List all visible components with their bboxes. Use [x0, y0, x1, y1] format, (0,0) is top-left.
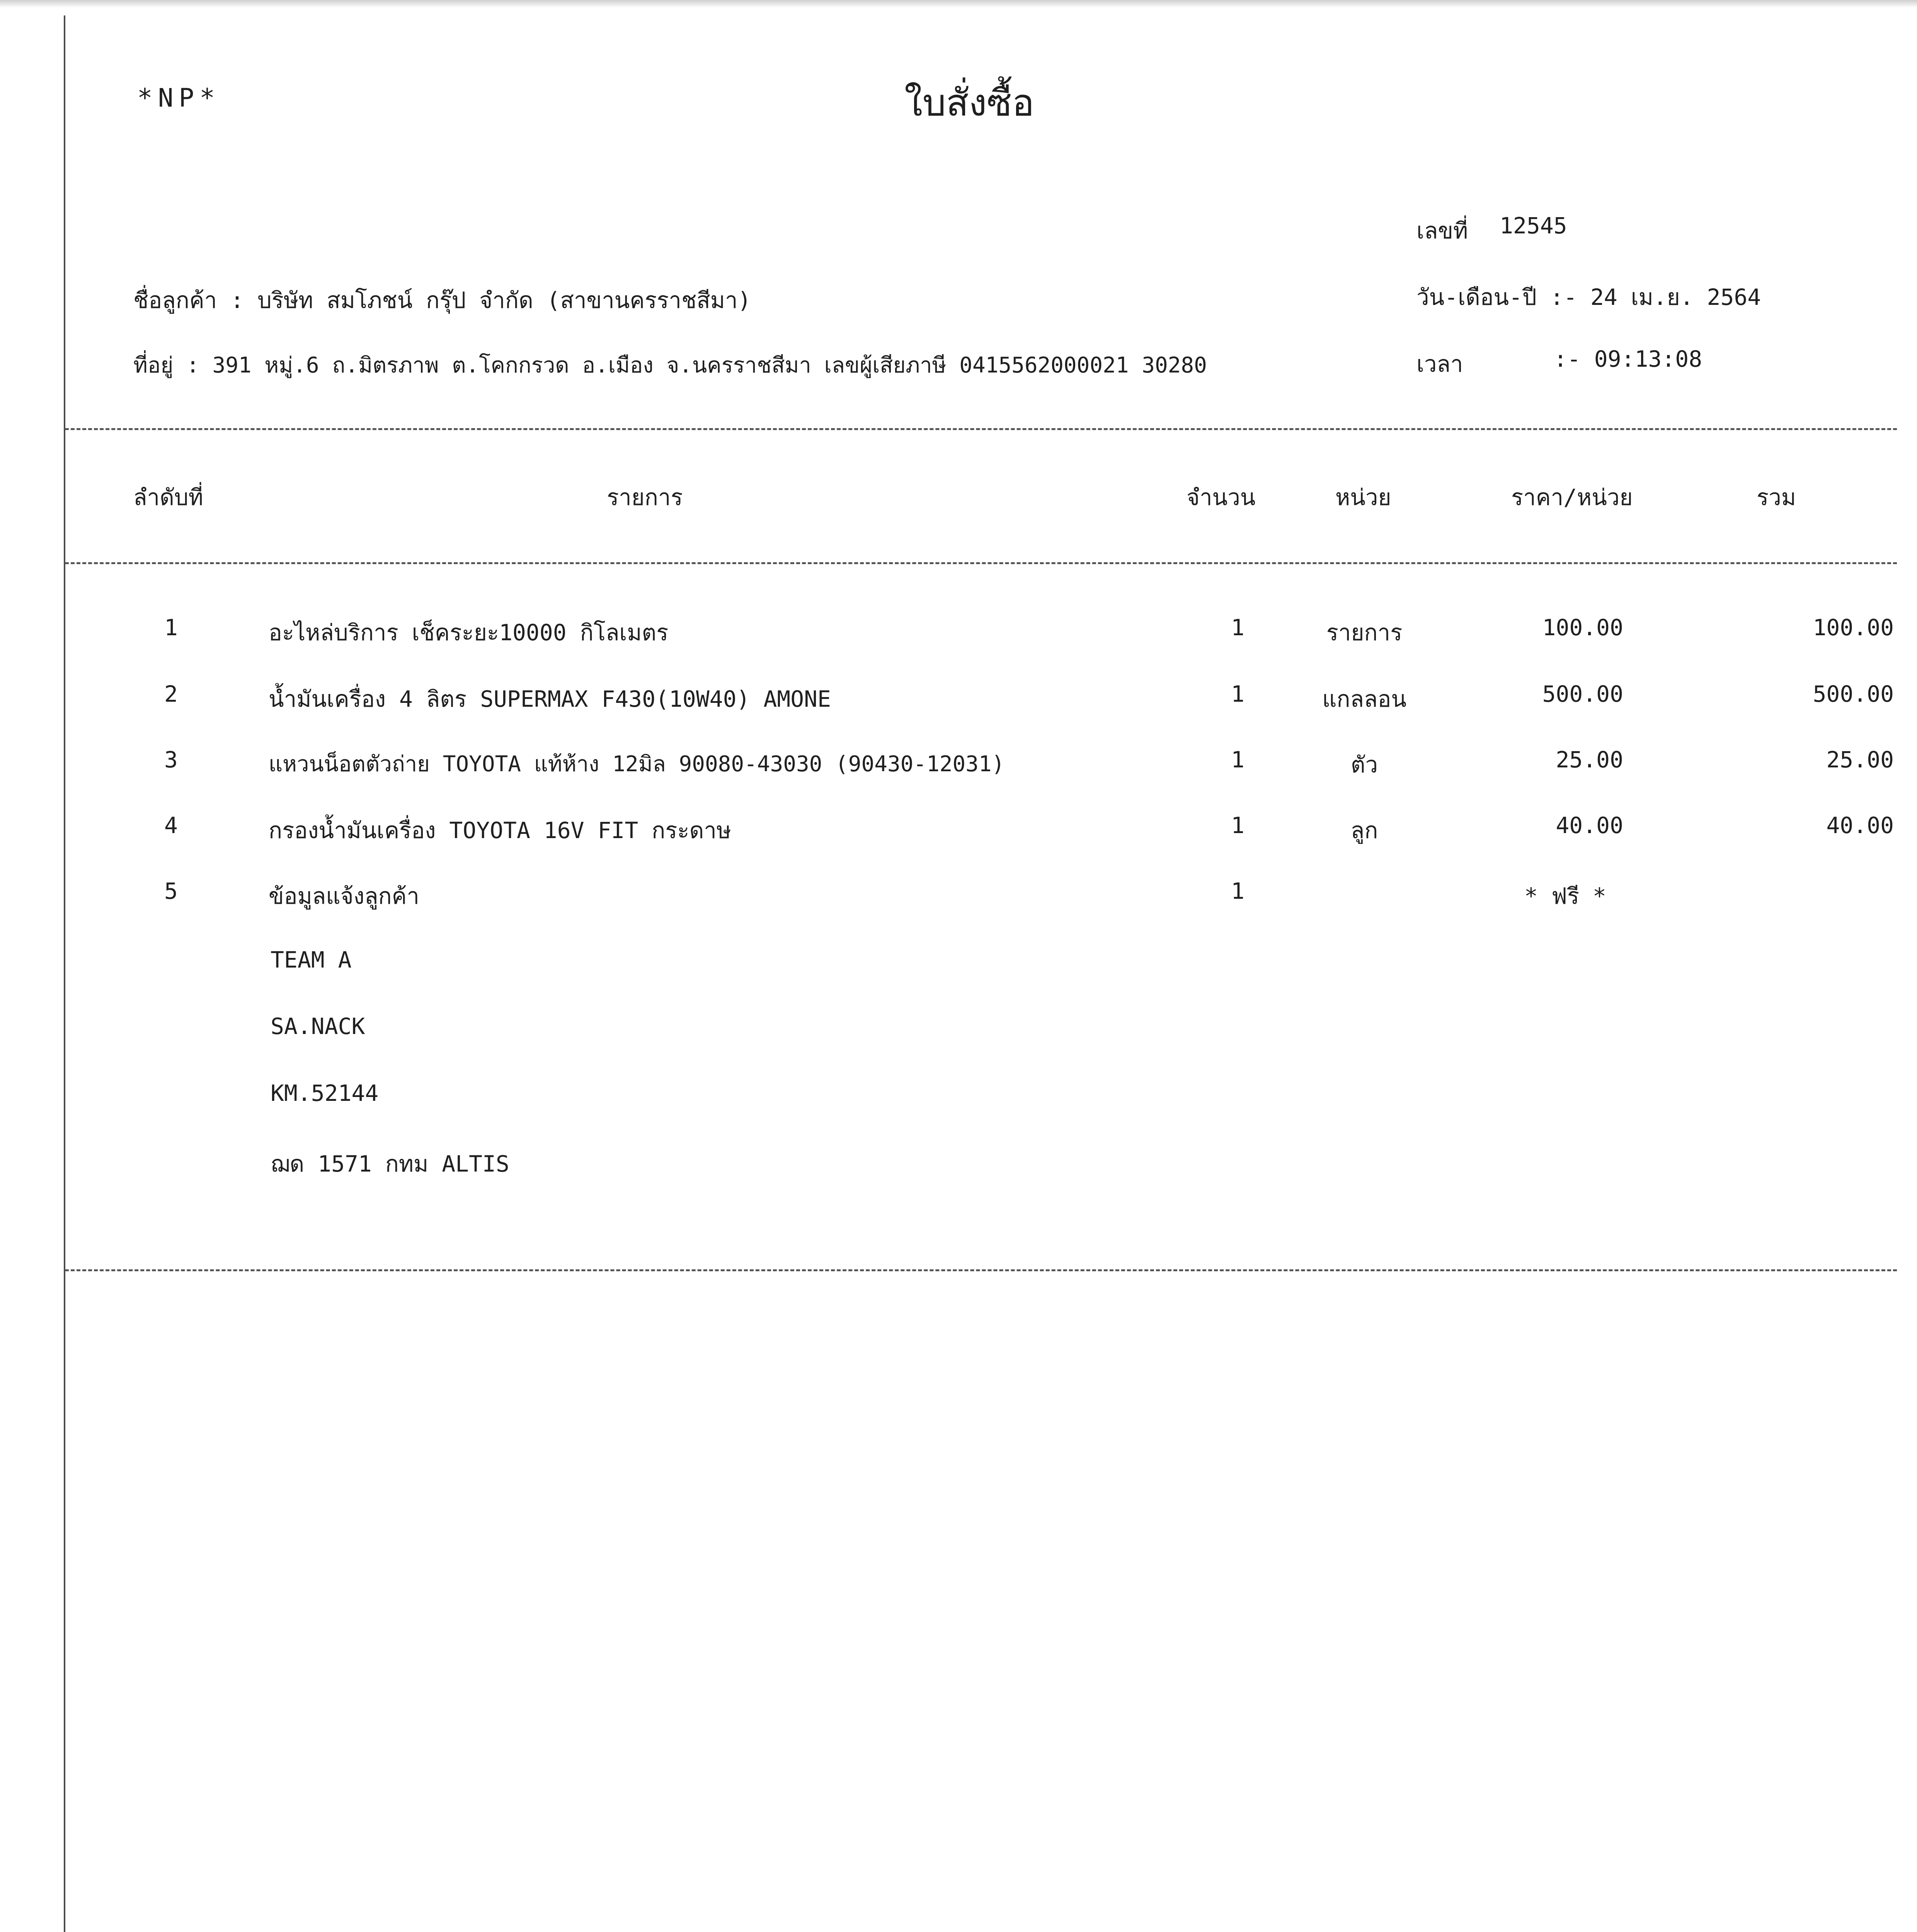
row-total: 100.00	[1813, 614, 1894, 641]
note-line: ฌด 1571 กทม ALTIS	[271, 1151, 509, 1177]
row-item: น้ำมันเครื่อง 4 ลิตร SUPERMAX F430(10W40) AMONE	[269, 686, 831, 712]
row-total: 25.00	[1826, 747, 1894, 773]
row-item: ข้อมูลแจ้งลูกค้า	[269, 883, 419, 909]
customer-name: ชื่อลูกค้า : บริษัท สมโภชน์ กรุ๊ป จำกัด (สาขานครราชสีมา)	[133, 287, 751, 313]
doc-time: :- 09:13:08	[1554, 346, 1702, 372]
row-no: 2	[164, 681, 178, 707]
row-qty: 1	[1231, 878, 1245, 904]
row-unit: ตัว	[1350, 752, 1378, 778]
note-line: KM.52144	[271, 1080, 379, 1106]
doc-number-label: เลขที่	[1416, 218, 1468, 244]
row-item: แหวนน็อตตัวถ่าย TOYOTA แท้ห้าง 12มิล 90080-43030 (90430-12031)	[269, 752, 1005, 777]
page-title: ใบสั่งซื้อ	[904, 81, 1035, 124]
col-header-unit: หน่วย	[1335, 484, 1391, 510]
row-price: 500.00	[1542, 681, 1623, 707]
time-label: เวลา	[1416, 351, 1463, 377]
row-qty: 1	[1231, 812, 1245, 838]
doc-date: 24 เม.ย. 2564	[1590, 284, 1761, 310]
col-header-total: รวม	[1757, 484, 1796, 510]
doc-code: *NP*	[137, 83, 220, 113]
customer-address: ที่อยู่ : 391 หมู่.6 ถ.มิตรภาพ ต.โคกกรวด อ.เมือง จ.นครราชสีมา เลขผู้เสียภาษี 0415562000021 30280	[133, 353, 1207, 378]
row-unit: ลูก	[1350, 817, 1378, 844]
col-header-price: ราคา/หน่วย	[1511, 484, 1633, 510]
divider	[65, 428, 1897, 430]
row-price: 100.00	[1542, 614, 1623, 641]
row-unit: รายการ	[1326, 619, 1403, 646]
divider	[65, 562, 1897, 564]
divider	[65, 1269, 1897, 1271]
note-line: SA.NACK	[271, 1013, 365, 1039]
row-item: อะไหล่บริการ เช็คระยะ10000 กิโลเมตร	[269, 619, 669, 646]
row-price: 25.00	[1556, 747, 1623, 773]
col-header-item: รายการ	[607, 484, 683, 510]
row-item: กรองน้ำมันเครื่อง TOYOTA 16V FIT กระดาษ	[269, 817, 732, 844]
row-price: * ฟรี *	[1524, 883, 1606, 909]
col-header-no: ลำดับที่	[133, 484, 203, 510]
row-total: 500.00	[1813, 681, 1894, 707]
row-no: 1	[164, 614, 178, 641]
scan-edge	[0, 0, 1917, 8]
col-header-qty: จำนวน	[1187, 484, 1256, 510]
row-total: 40.00	[1826, 812, 1894, 838]
row-no: 3	[164, 747, 178, 773]
row-qty: 1	[1231, 614, 1245, 641]
left-border	[64, 15, 65, 1932]
row-qty: 1	[1231, 681, 1245, 707]
row-price: 40.00	[1556, 812, 1623, 838]
note-line: TEAM A	[271, 947, 352, 973]
row-no: 5	[164, 878, 178, 904]
row-qty: 1	[1231, 747, 1245, 773]
row-unit: แกลลอน	[1322, 686, 1407, 712]
row-no: 4	[164, 812, 178, 838]
date-label: วัน-เดือน-ปี :-	[1416, 284, 1577, 310]
doc-number: 12545	[1500, 213, 1567, 239]
